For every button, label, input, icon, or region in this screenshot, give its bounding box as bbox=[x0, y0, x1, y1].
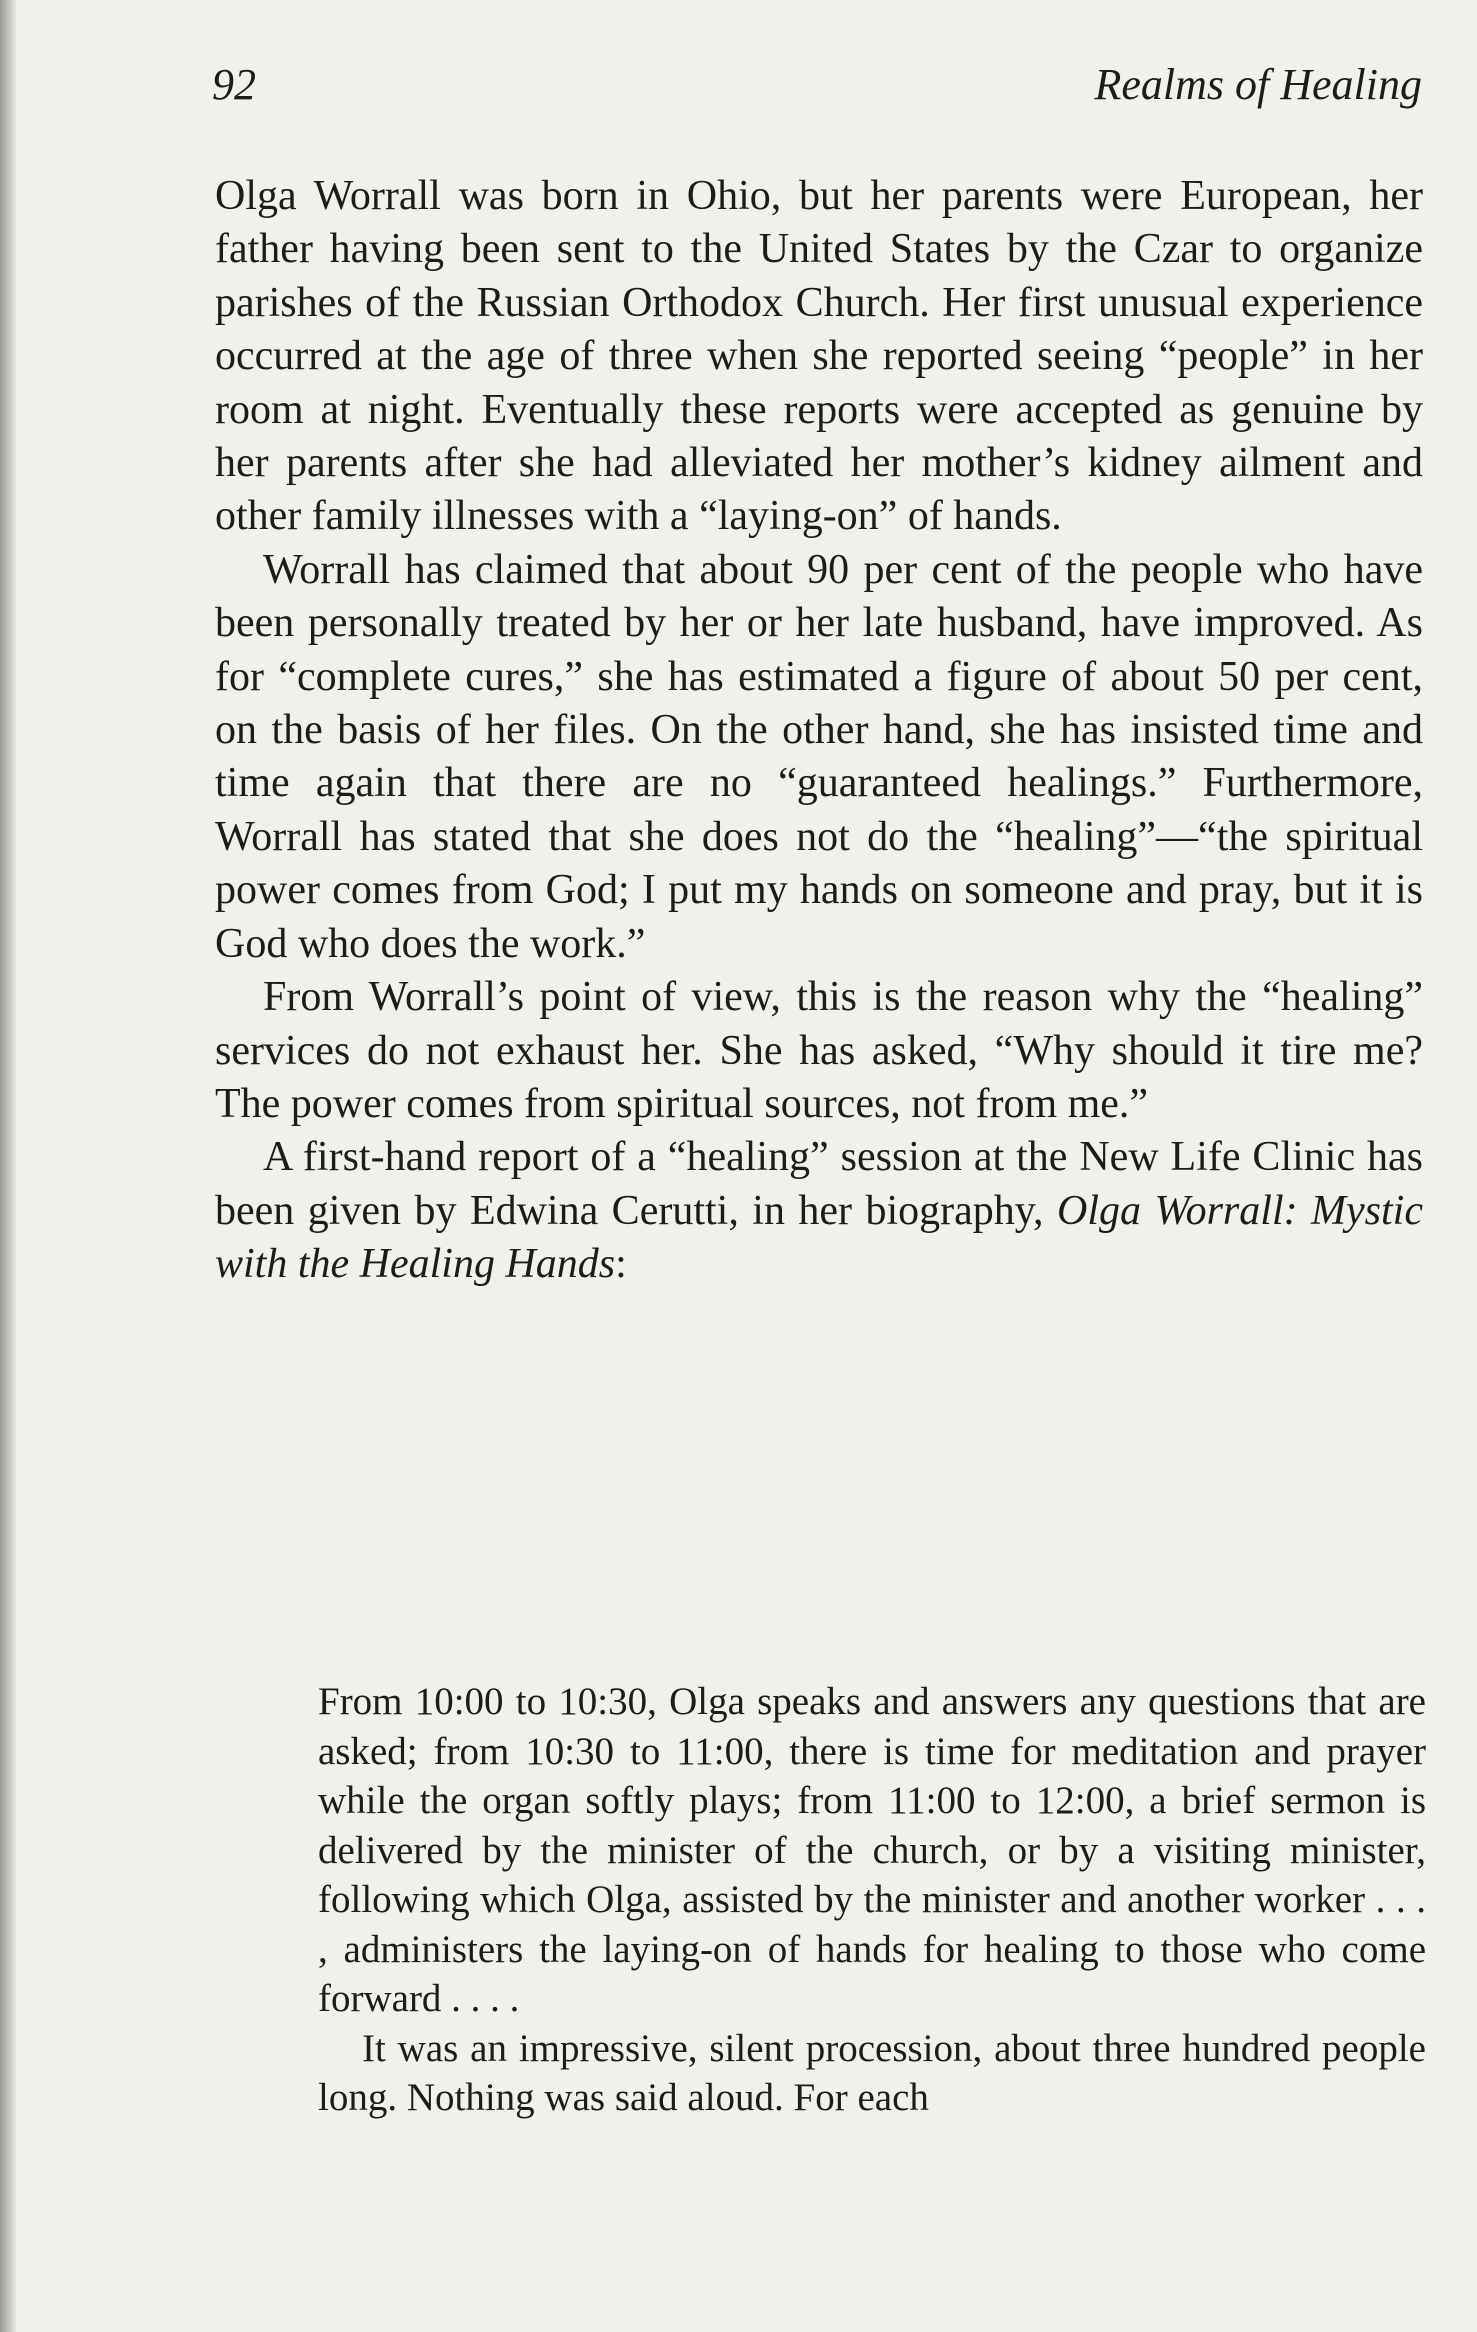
paragraph-4-lead: A first-hand report of a “healing” session at the New Life Clinic has been given by Edwina Cerutti, in her biography, bbox=[215, 1134, 1423, 1234]
block-quotation bbox=[318, 1677, 1426, 2123]
paragraph-3: From Worrall’s point of view, this is the reason why the “healing” services do not exhaust her. She has asked, “Why should it tire me? The power comes from spiritual sources, not from me.” bbox=[215, 974, 1423, 1127]
quotation-paragraph-2: It was an impressive, silent procession, about three hundred people long. Nothing was said aloud. For each bbox=[318, 2026, 1426, 2119]
running-title: Realms of Healing bbox=[1094, 60, 1422, 109]
running-head bbox=[212, 55, 1422, 115]
page-number: 92 bbox=[212, 60, 256, 109]
cited-book-title: Olga Worrall: Mystic with the Healing Hands bbox=[215, 1187, 1423, 1288]
body-text bbox=[215, 170, 1423, 1292]
paragraph-2: Worrall has claimed that about 90 per cent of the people who have been personally treated by her or her late husband, have improved. As for “complete cures,” she has estimated a figure of about 50 per cent, on the basis of her files. On the other hand, she has insisted time and time again that there are no “guaranteed healings.” Furthermore, Worrall has stated that she does not do the “healing”—“the spiritual power comes from God; I put my hands on someone and pray, but it is God who does the work.” bbox=[215, 546, 1423, 967]
page-spine-shadow bbox=[0, 0, 16, 2332]
paragraph-4-tail: : bbox=[615, 1241, 627, 1288]
paragraph-1: Olga Worrall was born in Ohio, but her parents were European, her father having been sent to the United States by the Czar to organize parishes of the Russian Orthodox Church. Her first unusual experience occurred at the age of three when she reported seeing “people” in her room at night. Eventually these reports were accepted as genuine by her parents after she had alleviated her mother’s kidney ailment and other family illnesses with a “laying-on” of hands. bbox=[215, 173, 1423, 540]
quotation-paragraph-1: From 10:00 to 10:30, Olga speaks and answers any questions that are asked; from 10:30 to 11:00, there is time for meditation and prayer while the organ softly plays; from 11:00 to 12:00, a brief sermon is delivered by the minister of the church, or by a visiting minister, following which Olga, assisted by the minister and another worker . . . , administers the laying-on of hands for healing to those who come forward . . . . bbox=[318, 1680, 1426, 2020]
paragraph-4 bbox=[215, 1131, 1423, 1291]
